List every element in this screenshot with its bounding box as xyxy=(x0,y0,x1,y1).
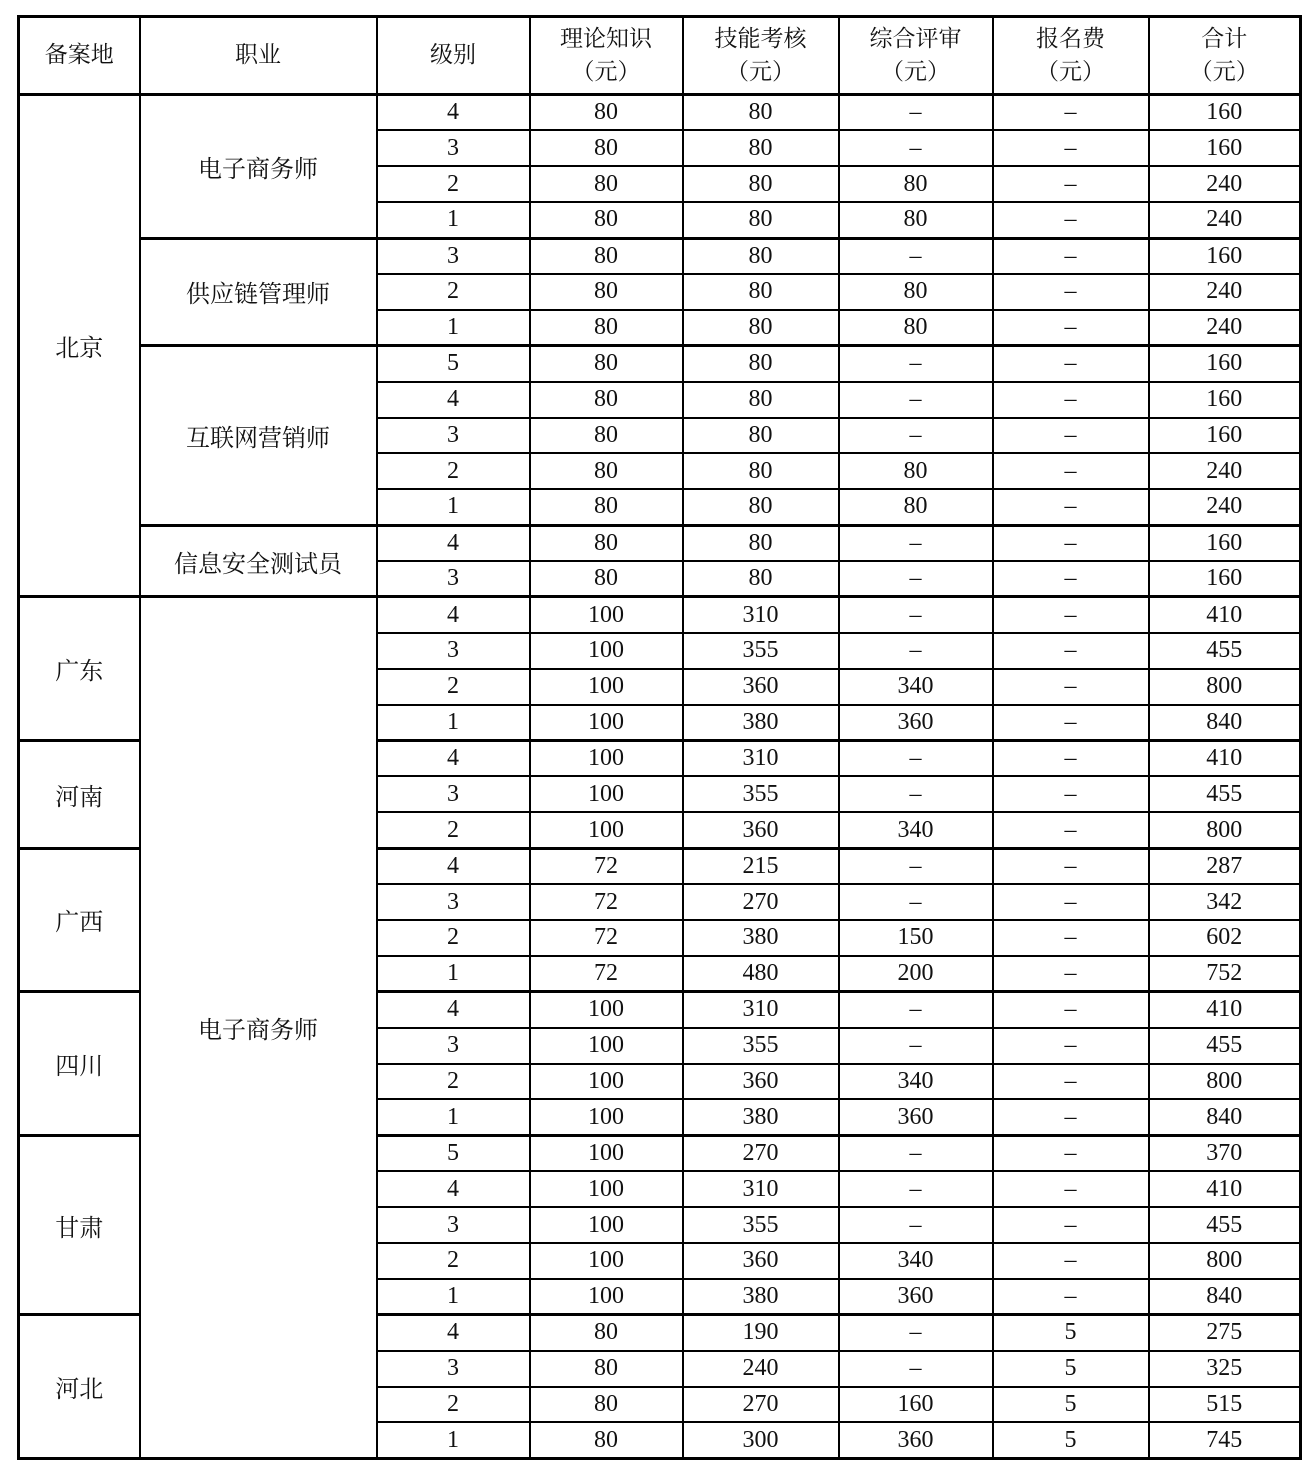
level-cell: 1 xyxy=(377,489,530,525)
theory-fee-cell: 80 xyxy=(530,310,683,346)
column-header-region xyxy=(19,17,140,95)
registration-fee-cell: – xyxy=(993,1099,1149,1135)
total-fee-cell: 160 xyxy=(1149,346,1301,382)
skill-fee-cell: 80 xyxy=(683,382,839,418)
table-row xyxy=(19,346,1301,382)
skill-fee-cell: 310 xyxy=(683,741,839,777)
registration-fee-cell: – xyxy=(993,992,1149,1028)
total-fee-cell: 840 xyxy=(1149,1099,1301,1135)
level-cell: 5 xyxy=(377,1135,530,1171)
review-fee-cell: 360 xyxy=(839,1422,993,1458)
level-cell: 3 xyxy=(377,633,530,669)
level-cell: 4 xyxy=(377,1315,530,1351)
level-cell: 2 xyxy=(377,274,530,310)
total-fee-cell: 240 xyxy=(1149,489,1301,525)
skill-fee-cell: 80 xyxy=(683,166,839,202)
total-fee-cell: 160 xyxy=(1149,561,1301,597)
total-fee-cell: 160 xyxy=(1149,95,1301,131)
total-fee-cell: 410 xyxy=(1149,1171,1301,1207)
level-cell: 1 xyxy=(377,705,530,741)
skill-fee-cell: 215 xyxy=(683,848,839,884)
skill-fee-cell: 270 xyxy=(683,1135,839,1171)
skill-fee-cell: 310 xyxy=(683,597,839,633)
skill-fee-cell: 380 xyxy=(683,705,839,741)
review-fee-cell: 340 xyxy=(839,812,993,848)
review-fee-cell: – xyxy=(839,776,993,812)
table-row xyxy=(19,525,1301,561)
total-fee-cell: 370 xyxy=(1149,1135,1301,1171)
column-header-unit: （元） xyxy=(726,58,795,84)
theory-fee-cell: 100 xyxy=(530,597,683,633)
total-fee-cell: 240 xyxy=(1149,310,1301,346)
review-fee-cell: – xyxy=(839,884,993,920)
review-fee-cell: – xyxy=(839,95,993,131)
region-cell: 广西 xyxy=(19,848,140,992)
column-header-total-fee xyxy=(1149,17,1301,95)
registration-fee-cell: – xyxy=(993,310,1149,346)
level-cell: 3 xyxy=(377,1028,530,1064)
region-cell: 河北 xyxy=(19,1315,140,1459)
registration-fee-cell: – xyxy=(993,848,1149,884)
review-fee-cell: 80 xyxy=(839,310,993,346)
total-fee-cell: 800 xyxy=(1149,1064,1301,1100)
theory-fee-cell: 100 xyxy=(530,992,683,1028)
registration-fee-cell: 5 xyxy=(993,1422,1149,1458)
review-fee-cell: – xyxy=(839,848,993,884)
skill-fee-cell: 355 xyxy=(683,1207,839,1243)
theory-fee-cell: 80 xyxy=(530,166,683,202)
total-fee-cell: 410 xyxy=(1149,992,1301,1028)
occupation-cell: 信息安全测试员 xyxy=(140,525,377,597)
theory-fee-cell: 100 xyxy=(530,1171,683,1207)
skill-fee-cell: 360 xyxy=(683,1064,839,1100)
total-fee-cell: 410 xyxy=(1149,741,1301,777)
total-fee-cell: 287 xyxy=(1149,848,1301,884)
total-fee-cell: 275 xyxy=(1149,1315,1301,1351)
level-cell: 2 xyxy=(377,669,530,705)
header-row xyxy=(19,17,1301,95)
review-fee-cell: – xyxy=(839,130,993,166)
level-cell: 3 xyxy=(377,561,530,597)
total-fee-cell: 745 xyxy=(1149,1422,1301,1458)
registration-fee-cell: – xyxy=(993,238,1149,274)
level-cell: 3 xyxy=(377,130,530,166)
level-cell: 2 xyxy=(377,1064,530,1100)
level-cell: 1 xyxy=(377,1279,530,1315)
table-row xyxy=(19,238,1301,274)
column-header-registration-fee xyxy=(993,17,1149,95)
registration-fee-cell: 5 xyxy=(993,1351,1149,1387)
skill-fee-cell: 80 xyxy=(683,525,839,561)
registration-fee-cell: – xyxy=(993,633,1149,669)
total-fee-cell: 752 xyxy=(1149,956,1301,992)
exam-fee-table xyxy=(17,15,1302,1460)
skill-fee-cell: 80 xyxy=(683,418,839,454)
registration-fee-cell: – xyxy=(993,956,1149,992)
total-fee-cell: 160 xyxy=(1149,525,1301,561)
registration-fee-cell: – xyxy=(993,920,1149,956)
column-header-label: 综合评审 xyxy=(869,26,962,52)
theory-fee-cell: 80 xyxy=(530,418,683,454)
theory-fee-cell: 100 xyxy=(530,1064,683,1100)
registration-fee-cell: – xyxy=(993,382,1149,418)
theory-fee-cell: 72 xyxy=(530,920,683,956)
occupation-cell: 电子商务师 xyxy=(140,597,377,1458)
review-fee-cell: 80 xyxy=(839,274,993,310)
registration-fee-cell: – xyxy=(993,1171,1149,1207)
skill-fee-cell: 480 xyxy=(683,956,839,992)
table-body xyxy=(19,95,1301,1459)
review-fee-cell: – xyxy=(839,1351,993,1387)
skill-fee-cell: 80 xyxy=(683,274,839,310)
review-fee-cell: – xyxy=(839,633,993,669)
total-fee-cell: 240 xyxy=(1149,166,1301,202)
review-fee-cell: – xyxy=(839,741,993,777)
registration-fee-cell: – xyxy=(993,1279,1149,1315)
registration-fee-cell: 5 xyxy=(993,1315,1149,1351)
review-fee-cell: 80 xyxy=(839,166,993,202)
column-header-label: 理论知识 xyxy=(560,26,652,52)
column-header-unit: （元） xyxy=(881,58,950,84)
level-cell: 4 xyxy=(377,382,530,418)
review-fee-cell: 200 xyxy=(839,956,993,992)
total-fee-cell: 160 xyxy=(1149,418,1301,454)
level-cell: 2 xyxy=(377,920,530,956)
review-fee-cell: – xyxy=(839,346,993,382)
theory-fee-cell: 100 xyxy=(530,1279,683,1315)
theory-fee-cell: 80 xyxy=(530,130,683,166)
level-cell: 4 xyxy=(377,525,530,561)
registration-fee-cell: – xyxy=(993,130,1149,166)
occupation-cell: 互联网营销师 xyxy=(140,346,377,525)
level-cell: 2 xyxy=(377,1387,530,1423)
total-fee-cell: 800 xyxy=(1149,812,1301,848)
theory-fee-cell: 100 xyxy=(530,812,683,848)
review-fee-cell: – xyxy=(839,1315,993,1351)
total-fee-cell: 240 xyxy=(1149,453,1301,489)
theory-fee-cell: 80 xyxy=(530,453,683,489)
skill-fee-cell: 360 xyxy=(683,1243,839,1279)
skill-fee-cell: 360 xyxy=(683,669,839,705)
skill-fee-cell: 80 xyxy=(683,561,839,597)
skill-fee-cell: 80 xyxy=(683,453,839,489)
registration-fee-cell: – xyxy=(993,274,1149,310)
column-header-label: 备案地 xyxy=(44,42,114,68)
registration-fee-cell: – xyxy=(993,202,1149,238)
occupation-cell: 供应链管理师 xyxy=(140,238,377,346)
total-fee-cell: 342 xyxy=(1149,884,1301,920)
column-header-unit: （元） xyxy=(571,58,641,84)
review-fee-cell: 340 xyxy=(839,1064,993,1100)
level-cell: 1 xyxy=(377,202,530,238)
table-row xyxy=(19,597,1301,633)
skill-fee-cell: 380 xyxy=(683,920,839,956)
registration-fee-cell: 5 xyxy=(993,1387,1149,1423)
theory-fee-cell: 72 xyxy=(530,884,683,920)
theory-fee-cell: 100 xyxy=(530,1135,683,1171)
registration-fee-cell: – xyxy=(993,95,1149,131)
review-fee-cell: 360 xyxy=(839,705,993,741)
theory-fee-cell: 100 xyxy=(530,1207,683,1243)
review-fee-cell: – xyxy=(839,1171,993,1207)
review-fee-cell: 80 xyxy=(839,202,993,238)
theory-fee-cell: 100 xyxy=(530,741,683,777)
theory-fee-cell: 80 xyxy=(530,95,683,131)
registration-fee-cell: – xyxy=(993,525,1149,561)
theory-fee-cell: 80 xyxy=(530,1315,683,1351)
skill-fee-cell: 240 xyxy=(683,1351,839,1387)
skill-fee-cell: 300 xyxy=(683,1422,839,1458)
registration-fee-cell: – xyxy=(993,1028,1149,1064)
registration-fee-cell: – xyxy=(993,346,1149,382)
total-fee-cell: 455 xyxy=(1149,776,1301,812)
skill-fee-cell: 190 xyxy=(683,1315,839,1351)
level-cell: 4 xyxy=(377,741,530,777)
theory-fee-cell: 100 xyxy=(530,1243,683,1279)
skill-fee-cell: 355 xyxy=(683,776,839,812)
registration-fee-cell: – xyxy=(993,705,1149,741)
level-cell: 4 xyxy=(377,992,530,1028)
theory-fee-cell: 100 xyxy=(530,669,683,705)
skill-fee-cell: 355 xyxy=(683,1028,839,1064)
skill-fee-cell: 380 xyxy=(683,1099,839,1135)
theory-fee-cell: 80 xyxy=(530,274,683,310)
total-fee-cell: 160 xyxy=(1149,382,1301,418)
level-cell: 2 xyxy=(377,166,530,202)
column-header-label: 合计 xyxy=(1201,26,1248,52)
skill-fee-cell: 80 xyxy=(683,346,839,382)
skill-fee-cell: 310 xyxy=(683,1171,839,1207)
theory-fee-cell: 80 xyxy=(530,489,683,525)
theory-fee-cell: 80 xyxy=(530,238,683,274)
skill-fee-cell: 270 xyxy=(683,884,839,920)
review-fee-cell: 340 xyxy=(839,1243,993,1279)
level-cell: 3 xyxy=(377,776,530,812)
theory-fee-cell: 80 xyxy=(530,1387,683,1423)
skill-fee-cell: 80 xyxy=(683,130,839,166)
total-fee-cell: 455 xyxy=(1149,633,1301,669)
theory-fee-cell: 80 xyxy=(530,1351,683,1387)
review-fee-cell: 80 xyxy=(839,489,993,525)
level-cell: 4 xyxy=(377,95,530,131)
level-cell: 3 xyxy=(377,1207,530,1243)
registration-fee-cell: – xyxy=(993,453,1149,489)
registration-fee-cell: – xyxy=(993,1135,1149,1171)
registration-fee-cell: – xyxy=(993,1064,1149,1100)
theory-fee-cell: 80 xyxy=(530,525,683,561)
total-fee-cell: 325 xyxy=(1149,1351,1301,1387)
registration-fee-cell: – xyxy=(993,884,1149,920)
column-header-skill-fee xyxy=(683,17,839,95)
total-fee-cell: 240 xyxy=(1149,274,1301,310)
review-fee-cell: – xyxy=(839,1207,993,1243)
column-header-theory-fee xyxy=(530,17,683,95)
total-fee-cell: 800 xyxy=(1149,669,1301,705)
level-cell: 4 xyxy=(377,597,530,633)
skill-fee-cell: 80 xyxy=(683,238,839,274)
region-cell: 北京 xyxy=(19,95,140,597)
column-header-unit: （元） xyxy=(1036,58,1105,84)
review-fee-cell: 340 xyxy=(839,669,993,705)
column-header-unit: （元） xyxy=(1189,58,1259,84)
region-cell: 甘肃 xyxy=(19,1135,140,1314)
skill-fee-cell: 80 xyxy=(683,202,839,238)
registration-fee-cell: – xyxy=(993,597,1149,633)
total-fee-cell: 515 xyxy=(1149,1387,1301,1423)
skill-fee-cell: 80 xyxy=(683,95,839,131)
column-header-label: 职业 xyxy=(235,42,281,68)
review-fee-cell: 360 xyxy=(839,1279,993,1315)
column-header-label: 报名费 xyxy=(1036,26,1105,52)
registration-fee-cell: – xyxy=(993,812,1149,848)
level-cell: 2 xyxy=(377,453,530,489)
column-header-level xyxy=(377,17,530,95)
registration-fee-cell: – xyxy=(993,561,1149,597)
review-fee-cell: – xyxy=(839,1028,993,1064)
review-fee-cell: 160 xyxy=(839,1387,993,1423)
total-fee-cell: 602 xyxy=(1149,920,1301,956)
total-fee-cell: 800 xyxy=(1149,1243,1301,1279)
skill-fee-cell: 80 xyxy=(683,310,839,346)
level-cell: 1 xyxy=(377,1422,530,1458)
skill-fee-cell: 80 xyxy=(683,489,839,525)
table-header xyxy=(19,17,1301,95)
registration-fee-cell: – xyxy=(993,489,1149,525)
theory-fee-cell: 80 xyxy=(530,382,683,418)
level-cell: 3 xyxy=(377,884,530,920)
level-cell: 4 xyxy=(377,848,530,884)
total-fee-cell: 410 xyxy=(1149,597,1301,633)
table-row xyxy=(19,95,1301,131)
theory-fee-cell: 100 xyxy=(530,633,683,669)
total-fee-cell: 455 xyxy=(1149,1207,1301,1243)
registration-fee-cell: – xyxy=(993,166,1149,202)
registration-fee-cell: – xyxy=(993,776,1149,812)
skill-fee-cell: 360 xyxy=(683,812,839,848)
level-cell: 5 xyxy=(377,346,530,382)
review-fee-cell: 150 xyxy=(839,920,993,956)
occupation-cell: 电子商务师 xyxy=(140,95,377,239)
total-fee-cell: 840 xyxy=(1149,705,1301,741)
review-fee-cell: – xyxy=(839,382,993,418)
review-fee-cell: – xyxy=(839,1135,993,1171)
registration-fee-cell: – xyxy=(993,669,1149,705)
level-cell: 2 xyxy=(377,812,530,848)
theory-fee-cell: 72 xyxy=(530,848,683,884)
theory-fee-cell: 100 xyxy=(530,1099,683,1135)
review-fee-cell: – xyxy=(839,525,993,561)
review-fee-cell: – xyxy=(839,597,993,633)
level-cell: 3 xyxy=(377,1351,530,1387)
level-cell: 2 xyxy=(377,1243,530,1279)
theory-fee-cell: 100 xyxy=(530,776,683,812)
theory-fee-cell: 100 xyxy=(530,705,683,741)
skill-fee-cell: 355 xyxy=(683,633,839,669)
review-fee-cell: – xyxy=(839,561,993,597)
registration-fee-cell: – xyxy=(993,418,1149,454)
region-cell: 广东 xyxy=(19,597,140,741)
registration-fee-cell: – xyxy=(993,1207,1149,1243)
review-fee-cell: – xyxy=(839,418,993,454)
theory-fee-cell: 80 xyxy=(530,202,683,238)
theory-fee-cell: 80 xyxy=(530,346,683,382)
skill-fee-cell: 380 xyxy=(683,1279,839,1315)
column-header-label: 级别 xyxy=(430,42,476,68)
review-fee-cell: 360 xyxy=(839,1099,993,1135)
level-cell: 1 xyxy=(377,310,530,346)
skill-fee-cell: 310 xyxy=(683,992,839,1028)
theory-fee-cell: 80 xyxy=(530,561,683,597)
level-cell: 4 xyxy=(377,1171,530,1207)
total-fee-cell: 840 xyxy=(1149,1279,1301,1315)
skill-fee-cell: 270 xyxy=(683,1387,839,1423)
registration-fee-cell: – xyxy=(993,741,1149,777)
total-fee-cell: 455 xyxy=(1149,1028,1301,1064)
registration-fee-cell: – xyxy=(993,1243,1149,1279)
level-cell: 3 xyxy=(377,418,530,454)
region-cell: 四川 xyxy=(19,992,140,1136)
total-fee-cell: 240 xyxy=(1149,202,1301,238)
region-cell: 河南 xyxy=(19,741,140,849)
level-cell: 3 xyxy=(377,238,530,274)
column-header-review-fee xyxy=(839,17,993,95)
total-fee-cell: 160 xyxy=(1149,130,1301,166)
review-fee-cell: 80 xyxy=(839,453,993,489)
column-header-label: 技能考核 xyxy=(714,26,807,52)
level-cell: 1 xyxy=(377,1099,530,1135)
level-cell: 1 xyxy=(377,956,530,992)
theory-fee-cell: 72 xyxy=(530,956,683,992)
review-fee-cell: – xyxy=(839,992,993,1028)
total-fee-cell: 160 xyxy=(1149,238,1301,274)
theory-fee-cell: 100 xyxy=(530,1028,683,1064)
review-fee-cell: – xyxy=(839,238,993,274)
column-header-occupation xyxy=(140,17,377,95)
theory-fee-cell: 80 xyxy=(530,1422,683,1458)
